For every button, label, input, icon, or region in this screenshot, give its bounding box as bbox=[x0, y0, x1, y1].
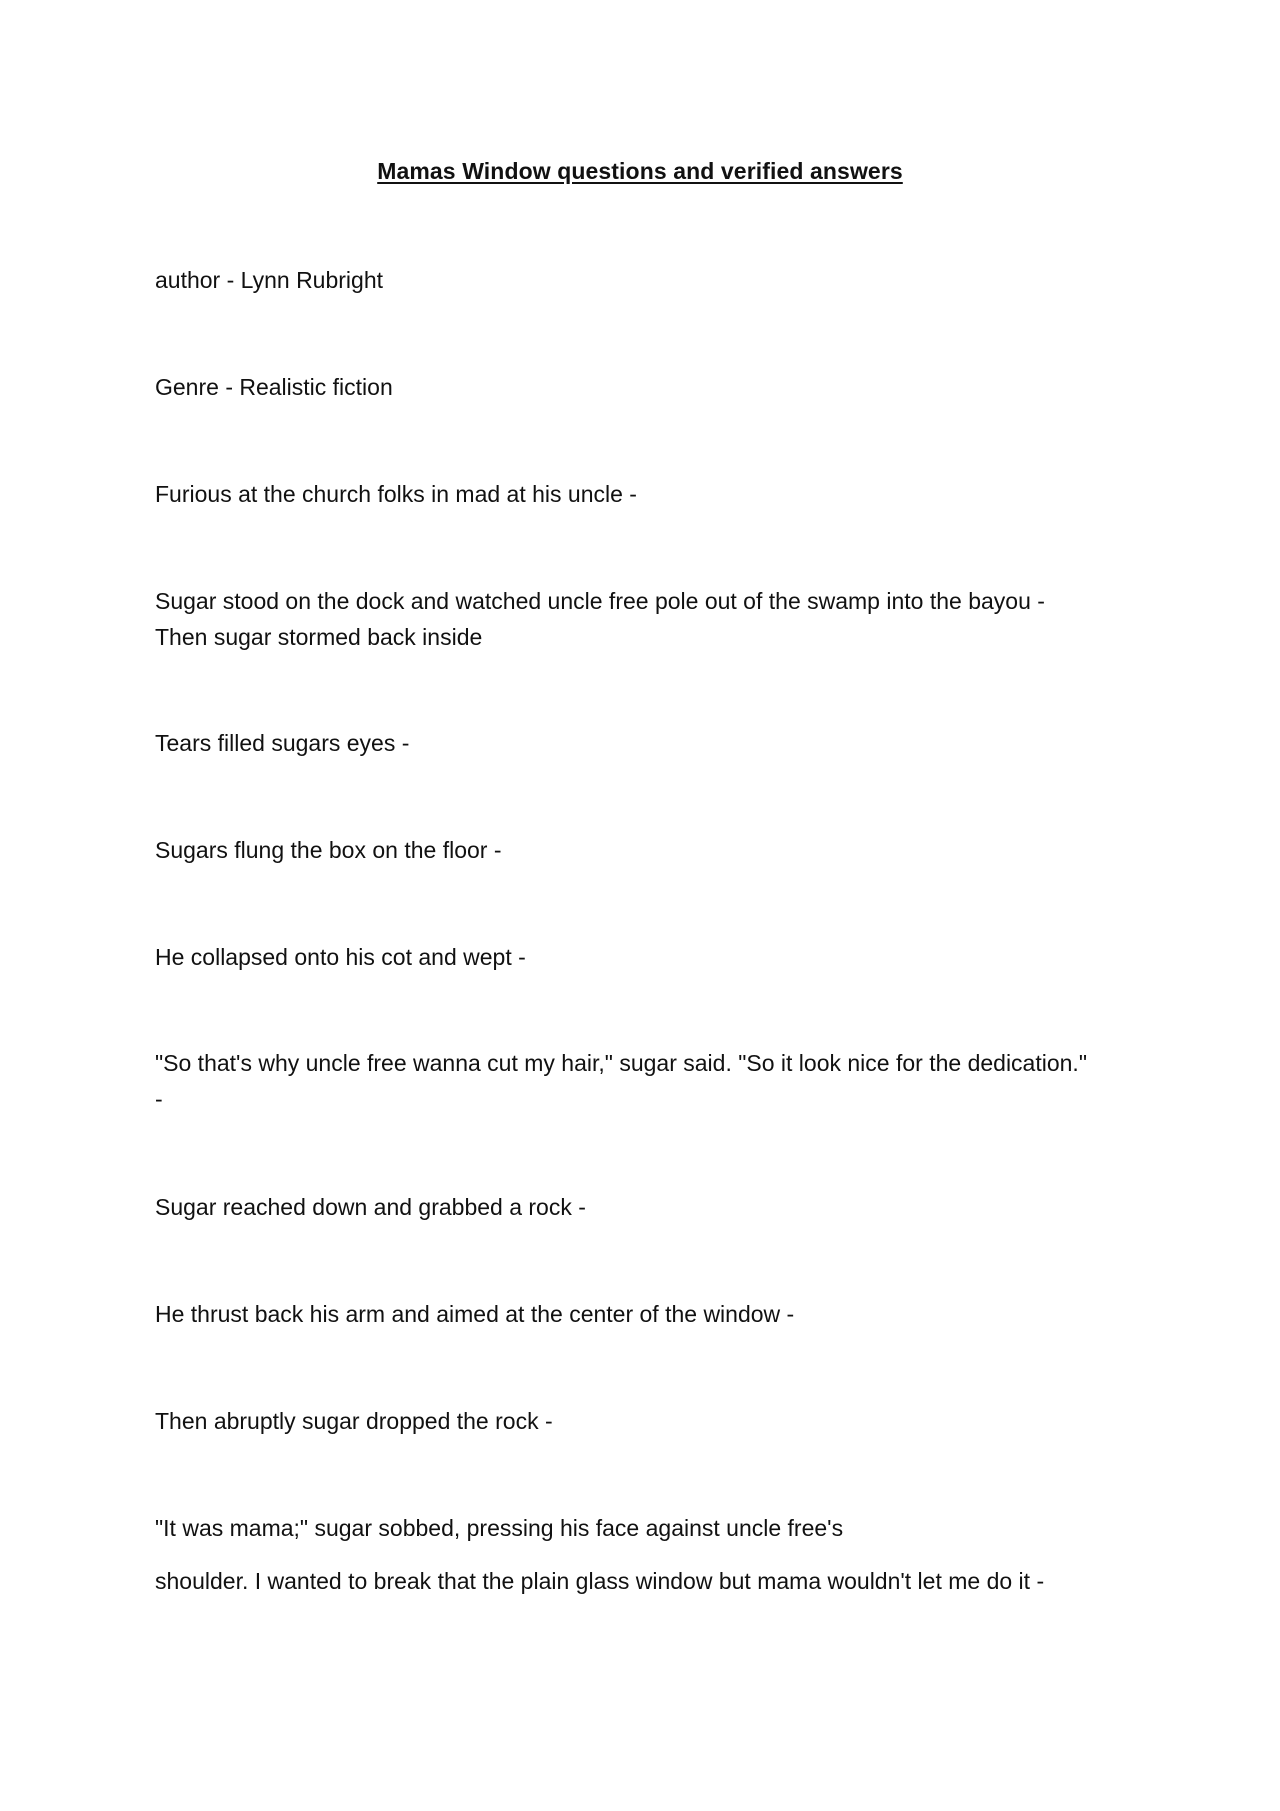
paragraph: Sugar reached down and grabbed a rock - bbox=[155, 1194, 586, 1220]
paragraph: "So that's why uncle free wanna cut my hair," sugar said. "So it look nice for the dedication." bbox=[155, 1050, 1087, 1076]
paragraph: shoulder. I wanted to break that the plain glass window but mama wouldn't let me do it - bbox=[155, 1568, 1045, 1594]
paragraph-author: author - Lynn Rubright bbox=[155, 267, 384, 293]
paragraph: Then abruptly sugar dropped the rock - bbox=[155, 1408, 553, 1434]
paragraph: Sugar stood on the dock and watched uncle free pole out of the swamp into the bayou - bbox=[155, 588, 1045, 614]
paragraph: Sugars flung the box on the floor - bbox=[155, 837, 502, 863]
paragraph: He thrust back his arm and aimed at the center of the window - bbox=[155, 1301, 795, 1327]
paragraph: Then sugar stormed back inside bbox=[155, 624, 483, 650]
paragraph: Tears filled sugars eyes - bbox=[155, 730, 410, 756]
paragraph: - bbox=[155, 1086, 163, 1112]
paragraph: He collapsed onto his cot and wept - bbox=[155, 944, 526, 970]
paragraph: "It was mama;" sugar sobbed, pressing his face against uncle free's bbox=[155, 1515, 844, 1541]
paragraph: Furious at the church folks in mad at his uncle - bbox=[155, 481, 637, 507]
document-title: Mamas Window questions and verified answers bbox=[377, 158, 903, 184]
paragraph-genre: Genre - Realistic fiction bbox=[155, 374, 393, 400]
